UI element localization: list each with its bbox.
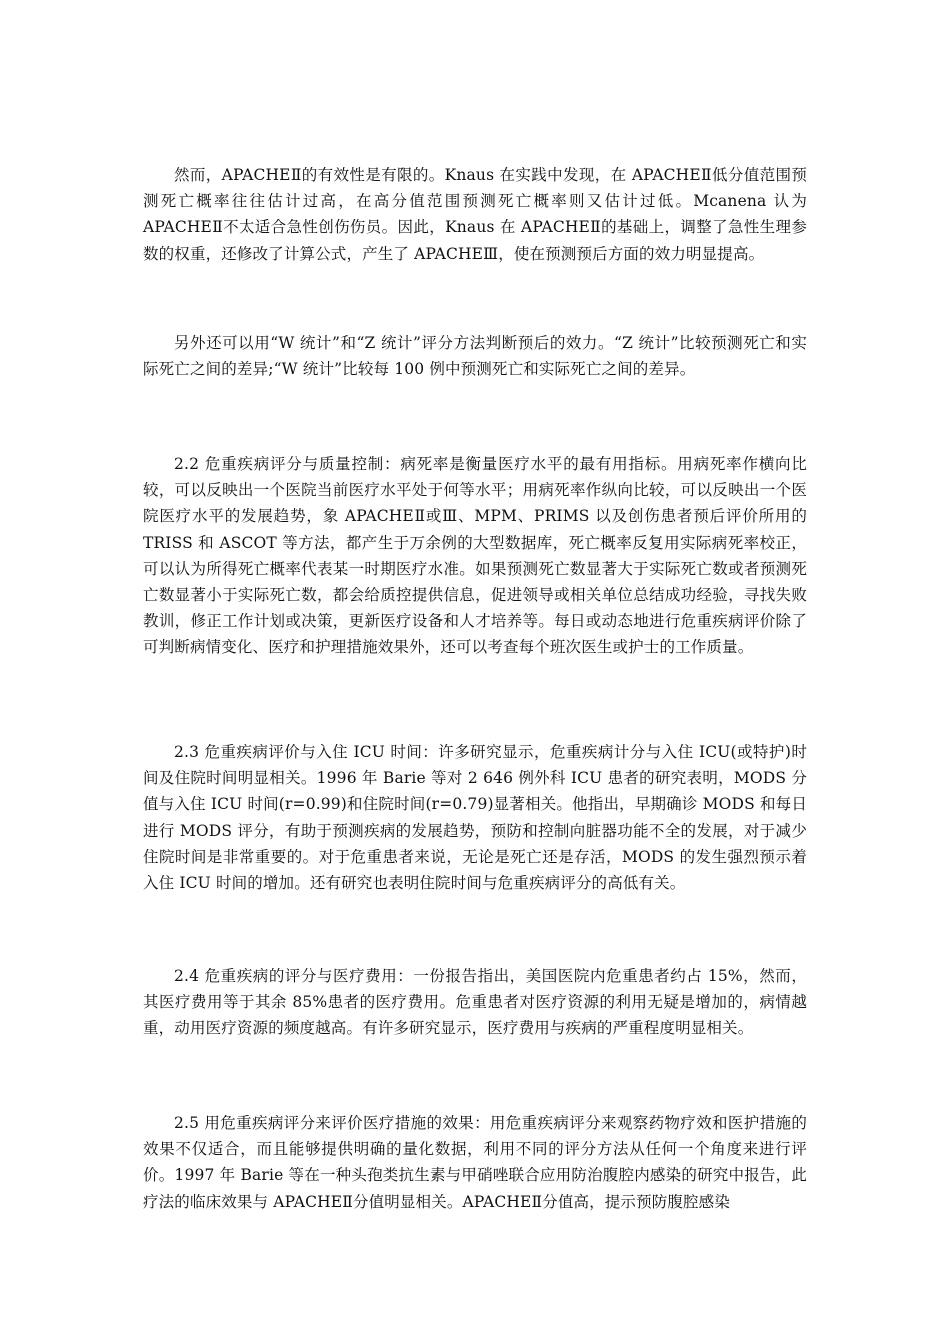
paragraph-apache-limitations: 然而，APACHEⅡ的有效性是有限的。Knaus 在实践中发现，在 APACHEⅡ低分值范围预测死亡概率往往估计过高，在高分值范围预测死亡概率则又估计过低。Mcanena 认为 APACHEⅡ不太适合急性创伤伤员。因此，Knaus 在 APACHEⅡ的基础上，调整了急性生理参数的权重，还修改了计算公式，产生了 APACHEⅢ，使在预测预后方面的效力明显提高。 bbox=[143, 166, 807, 263]
paragraph-w-z-statistics: 另外还可以用“W 统计”和“Z 统计”评分方法判断预后的效力。“Z 统计”比较预测死亡和实际死亡之间的差异;“W 统计”比较每 100 例中预测死亡和实际死亡之间的差异。 bbox=[143, 334, 807, 379]
paragraph-icu-time: 2.3 危重疾病评价与入住 ICU 时间：许多研究显示，危重疾病计分与入住 ICU(或特护)时间及住院时间明显相关。1996 年 Barie 等对 2 646 例外科 ICU 患者的研究表明，MODS 分值与入住 ICU 时间(r=0.99)和住院时间(r=0.79)显著相关。他指出，早期确诊 MODS 和每日进行 MODS 评分，有助于预测疾病的发展趋势，预防和控制向脏器功能不全的发展，对于减少住院时间是非常重要的。对于危重患者来说，无论是死亡还是存活，MODS 的发生强烈预示着入住 ICU 时间的增加。还有研究也表明住院时间与危重疾病评分的高低有关。 bbox=[143, 743, 807, 893]
paragraph-quality-control: 2.2 危重疾病评分与质量控制：病死率是衡量医疗水平的最有用指标。用病死率作横向比较，可以反映出一个医院当前医疗水平处于何等水平；用病死率作纵向比较，可以反映出一个医院医疗水平的发展趋势，象 APACHEⅡ或Ⅲ、MPM、PRIMS 以及创伤患者预后评价所用的 TRISS 和 ASCOT 等方法，都产生于万余例的大型数据库，死亡概率反复用实际病死率校正，可以认为所得死亡概率代表某一时期医疗水准。如果预测死亡数显著大于实际死亡数或者预测死亡数显著小于实际死亡数，都会给质控提供信息，促进领导或相关单位总结成功经验，寻找失败教训，修正工作计划或决策，更新医疗设备和人才培养等。每日或动态地进行危重疾病评价除了可判断病情变化、医疗和护理措施效果外，还可以考查每个班次医生或护士的工作质量。 bbox=[143, 455, 807, 657]
paragraph-medical-cost: 2.4 危重疾病的评分与医疗费用：一份报告指出，美国医院内危重患者约占 15%，然而，其医疗费用等于其余 85%患者的医疗费用。危重患者对医疗资源的利用无疑是增加的，病情越重，动用医疗资源的频度越高。有许多研究显示，医疗费用与疾病的严重程度明显相关。 bbox=[143, 967, 807, 1038]
paragraph-treatment-evaluation: 2.5 用危重疾病评分来评价医疗措施的效果：用危重疾病评分来观察药物疗效和医护措施的效果不仅适合，而且能够提供明确的量化数据，利用不同的评分方法从任何一个角度来进行评价。1997 年 Barie 等在一种头孢类抗生素与甲硝唑联合应用防治腹腔内感染的研究中报告，此疗法的临床效果与 APACHEⅡ分值明显相关。APACHEⅡ分值高，提示预防腹腔感染 bbox=[143, 1114, 807, 1211]
